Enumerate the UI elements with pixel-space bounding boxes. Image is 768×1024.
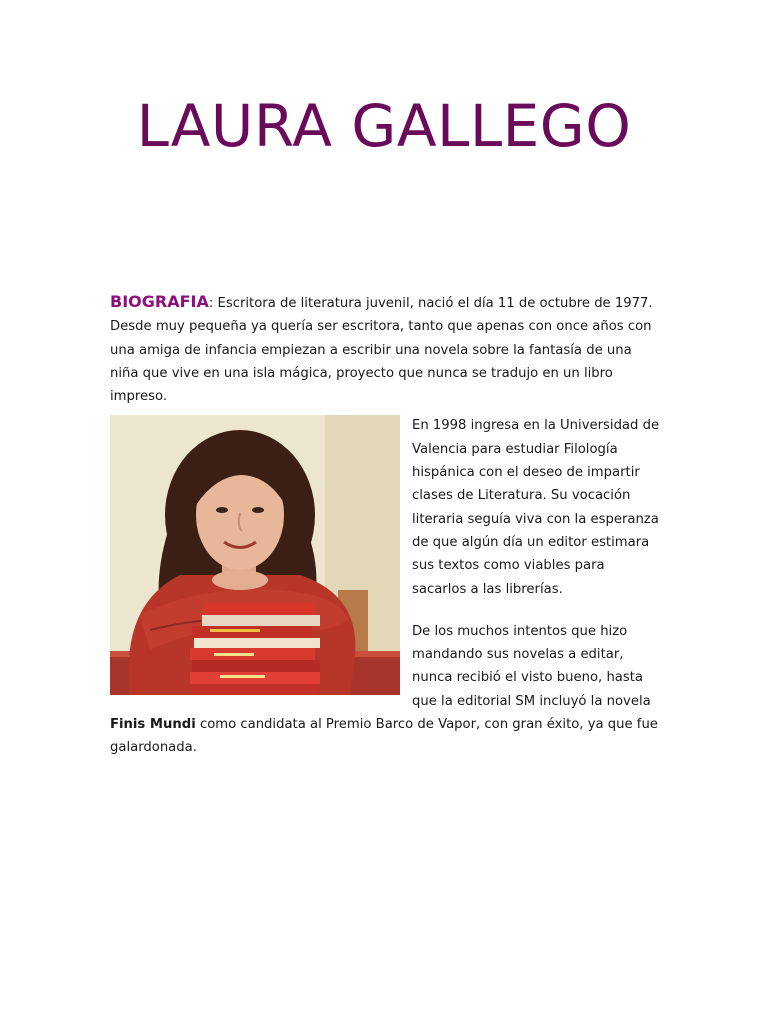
author-photo [110,415,400,695]
page-title: LAURA GALLEGO [136,92,632,160]
bio-career-text-end: como candidata al Premio Barco de Vapor, con gran éxito, ya que fue galardonada. [110,717,658,756]
author-portrait-image [110,415,400,695]
bio-career-text-start: De los muchos intentos que hizo mandando sus novelas a editar, nunca recibió el visto bueno, hasta que la editorial SM incluyó la novela [412,623,651,709]
novel-title: Finis Mundi [110,717,196,733]
bio-heading: BIOGRAFIA [110,292,209,311]
bio-intro-text: : Escritora de literatura juvenil, nació el día 11 de octubre de 1977. Desde muy pequeña ya quería ser escritora, tanto que apenas con once años con una amiga de infancia empiezan a escribir una novela sobre la fantasía de una niña que vive en una isla mágica, proyecto que nunca se tradujo en un libro impreso. [110,296,653,405]
biography-section [110,290,662,760]
bio-paragraph-university: En 1998 ingresa en la Universidad de Valencia para estudiar Filología hispánica con el deseo de impartir clases de Literatura. Su vocación literaria seguía viva con la esperanza de que algún día un editor estimara sus textos como viables para sacarlos a las librerías. [412,418,660,597]
bio-paragraph-intro [110,290,662,408]
